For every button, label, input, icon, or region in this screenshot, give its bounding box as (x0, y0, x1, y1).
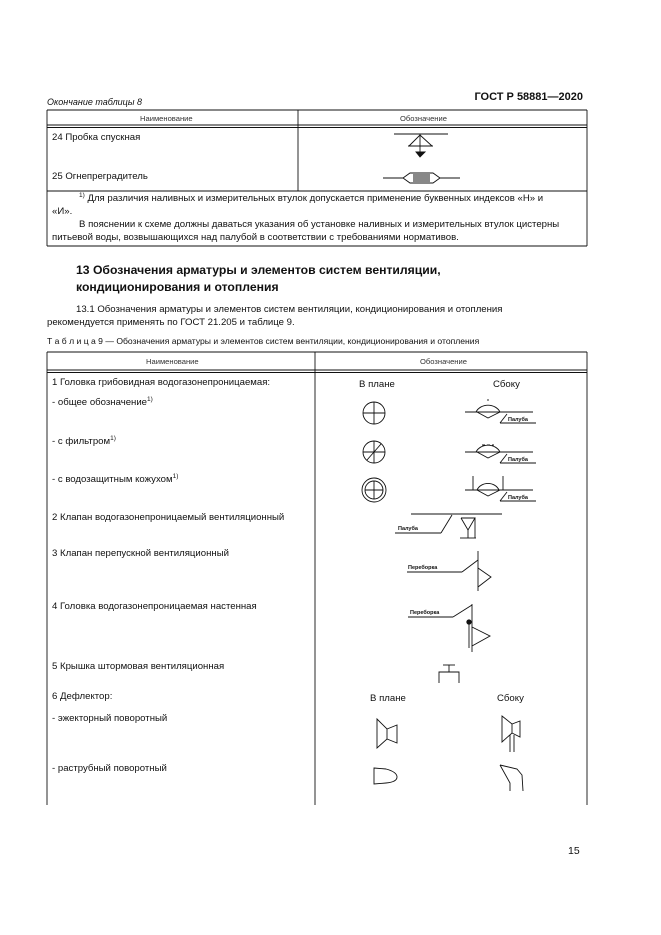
table9-row-1c: - с водозащитным кожухом$^{1)}$ (52, 473, 179, 485)
flame-arrester-symbol (383, 173, 460, 183)
table9-row-4: 4 Головка водогазонепроницаемая настенная (52, 601, 257, 612)
label-deck: Палуба (508, 417, 528, 423)
label-bulkhead: Переборка (408, 565, 438, 571)
table9-row-6a: - эжекторный поворотный (52, 713, 168, 724)
storm-cover-symbol (439, 665, 459, 683)
label-deck: Палуба (398, 526, 418, 532)
label-deck: Палуба (508, 495, 528, 501)
ejector-deflector-symbols (377, 716, 520, 752)
in-plan-heading: В плане (359, 379, 395, 390)
table8-col-symbol: Обозначение (400, 114, 447, 123)
table8-row-24: 24 Пробка спускная (52, 132, 141, 143)
table9-col-symbol: Обозначение (420, 357, 467, 366)
label-deck: Палуба (508, 457, 528, 463)
table9-grid (47, 352, 587, 805)
table9-row-1b: - с фильтром$^{1)}$ (52, 435, 116, 447)
label-bulkhead: Переборка (410, 610, 440, 616)
table9-caption: Т а б л и ц а 9 — Обозначения арматуры и элементов систем вентиляции, кондиционирования и отопления (47, 336, 480, 346)
footnote-line-2: «И». (52, 206, 73, 217)
footnote-mark: 1) (79, 192, 85, 199)
table9-row-1: 1 Головка грибовидная водогазонепроницаемая: (52, 377, 271, 388)
bypass-valve-symbol (407, 551, 491, 591)
table8-row-25: 25 Огнепреградитель (52, 171, 148, 182)
table8-col-name: Наименование (140, 114, 193, 123)
drawing-labels (398, 416, 529, 616)
table9-row-6: 6 Дефлектор: (52, 691, 113, 702)
table9-row-3: 3 Клапан перепускной вентиляционный (52, 548, 229, 559)
mushroom-head-plan-symbols (362, 402, 386, 502)
in-plan-heading: В плане (370, 693, 406, 704)
section-title-line-2: кондиционирования и отопления (76, 280, 279, 294)
side-heading: Сбоку (493, 379, 520, 390)
table9-row-5: 5 Крышка штормовая вентиляционная (52, 661, 225, 672)
mushroom-head-side-symbols (465, 399, 536, 501)
side-heading: Сбоку (497, 693, 524, 704)
table9-row-2: 2 Клапан водогазонепроницаемый вентиляционный (52, 512, 285, 523)
bell-deflector-symbols (374, 765, 523, 791)
drain-plug-symbol (394, 134, 448, 157)
note-line-1: В пояснении к схеме должны даваться указания об установке наливных и измерительных втулок цистерны (79, 219, 560, 230)
table9-row-6b: - раструбный поворотный (52, 763, 167, 774)
note-line-2: питьевой воды, возвышающихся над палубой в соответствии с требованиями нормативов. (52, 232, 459, 243)
table9-row-1a: - общее обозначение$^{1)}$ (52, 396, 153, 408)
page-number: 15 (568, 845, 580, 857)
section-para-line-2: рекомендуется применять по ГОСТ 21.205 и таблице 9. (47, 317, 295, 328)
document-id: ГОСТ Р 58881—2020 (474, 91, 583, 103)
table9-col-name: Наименование (146, 357, 199, 366)
section-title-line-1: 13 Обозначения арматуры и элементов систем вентиляции, (76, 263, 441, 277)
table8-footnote (79, 193, 543, 205)
footnote-line-1: Для различия наливных и измерительных втулок допускается применение буквенных индексов «Н» и (87, 193, 544, 204)
table8-continuation: Окончание таблицы 8 (47, 97, 142, 107)
section-para-line-1: 13.1 Обозначения арматуры и элементов систем вентиляции, кондиционирования и отопления (76, 304, 503, 315)
